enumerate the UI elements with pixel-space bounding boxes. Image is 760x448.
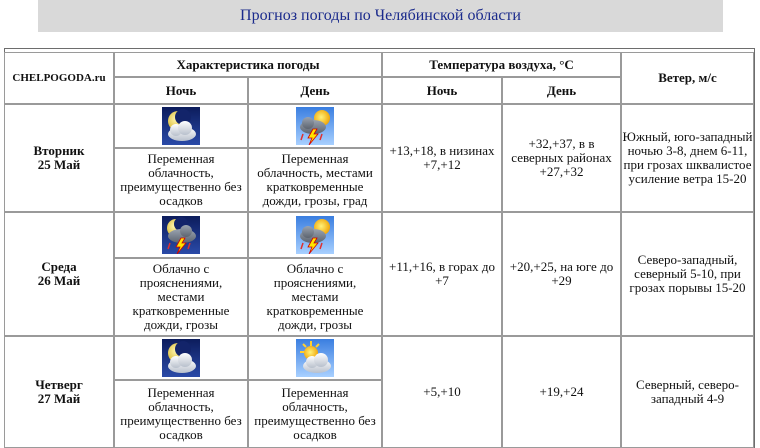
moon-cloud-storm-icon — [162, 216, 200, 254]
day-name: Вторник — [33, 143, 85, 158]
char-day-label: День — [300, 82, 330, 98]
night-icon-cell — [114, 336, 248, 380]
temp-day-value: +19,+24 — [539, 384, 584, 399]
wind-value: Северный, северо-западный 4-9 — [636, 377, 739, 406]
day-desc-cell — [248, 258, 382, 336]
weather-char-label: Характеристика погоды — [176, 56, 320, 72]
sun-cloud-storm-icon — [296, 216, 334, 254]
day-icon-cell — [248, 336, 382, 380]
temp-day-header — [502, 77, 621, 104]
day-icon-cell — [248, 212, 382, 258]
day-name: Среда — [41, 259, 77, 274]
day-desc: Переменная облачность, преимущественно без осадков — [254, 385, 376, 442]
char-day-header — [248, 77, 382, 104]
day-desc: Облачно с прояснениями, местами кратковременные дожди, грозы — [266, 261, 364, 332]
sun-cloud-icon — [296, 339, 334, 377]
temp-night-cell — [382, 212, 502, 336]
wind-value: Южный, юго-западный ночью 3-8, днем 6-11, при грозах шквалистое усиление ветра 15-20 — [622, 129, 753, 186]
temp-day-label: День — [546, 82, 577, 98]
night-desc-cell — [114, 148, 248, 212]
temp-day-value: +32,+37, в в северных районах +27,+32 — [511, 136, 612, 179]
temp-night-value: +13,+18, в низинах +7,+12 — [389, 143, 495, 172]
weather-char-header — [114, 52, 382, 77]
wind-label: Ветер, м/с — [658, 70, 717, 85]
temp-day-value: +20,+25, на юге до +29 — [509, 259, 614, 288]
night-desc: Облачно с прояснениями, местами кратковременные дожди, грозы — [132, 261, 230, 332]
wind-header — [621, 52, 754, 104]
moon-cloud-icon — [162, 107, 200, 145]
day-name: Четверг — [35, 377, 83, 392]
char-night-header — [114, 77, 248, 104]
temp-night-value: +5,+10 — [423, 384, 461, 399]
day-cell — [4, 336, 114, 448]
day-cell — [4, 212, 114, 336]
air-temp-label: Температура воздуха, °C — [429, 56, 574, 72]
day-date: 25 Май — [37, 157, 81, 172]
temp-night-header — [382, 77, 502, 104]
day-desc-cell — [248, 380, 382, 448]
temp-night-cell — [382, 336, 502, 448]
day-desc: Переменная облачность, местами кратковременные дожди, грозы, град — [257, 151, 373, 208]
temp-night-label: Ночь — [426, 82, 458, 98]
day-date: 26 Май — [37, 273, 81, 288]
brand-cell — [4, 52, 114, 104]
day-icon-cell — [248, 104, 382, 148]
wind-cell — [621, 212, 754, 336]
air-temp-header — [382, 52, 621, 77]
night-icon-cell — [114, 104, 248, 148]
day-cell — [4, 104, 114, 212]
temp-night-value: +11,+16, в горах до +7 — [389, 259, 495, 288]
temp-night-cell — [382, 104, 502, 212]
wind-cell — [621, 104, 754, 212]
brand-label: CHELPOGODA.ru — [12, 72, 106, 84]
moon-cloud-icon — [162, 339, 200, 377]
temp-day-cell — [502, 104, 621, 212]
night-desc-cell — [114, 258, 248, 336]
char-night-label: Ночь — [165, 82, 197, 98]
page-title: Прогноз погоды по Челябинской области — [240, 7, 521, 24]
sun-cloud-storm-icon — [296, 107, 334, 145]
night-desc-cell — [114, 380, 248, 448]
night-desc: Переменная облачность, преимущественно без осадков — [120, 385, 242, 442]
wind-cell — [621, 336, 754, 448]
night-desc: Переменная облачность, преимущественно без осадков — [120, 151, 242, 208]
page-title-bar — [38, 0, 723, 32]
temp-day-cell — [502, 212, 621, 336]
wind-value: Северо-западный, северный 5-10, при грозах порывы 15-20 — [629, 252, 746, 295]
night-icon-cell — [114, 212, 248, 258]
temp-day-cell — [502, 336, 621, 448]
day-desc-cell — [248, 148, 382, 212]
day-date: 27 Май — [37, 391, 81, 406]
